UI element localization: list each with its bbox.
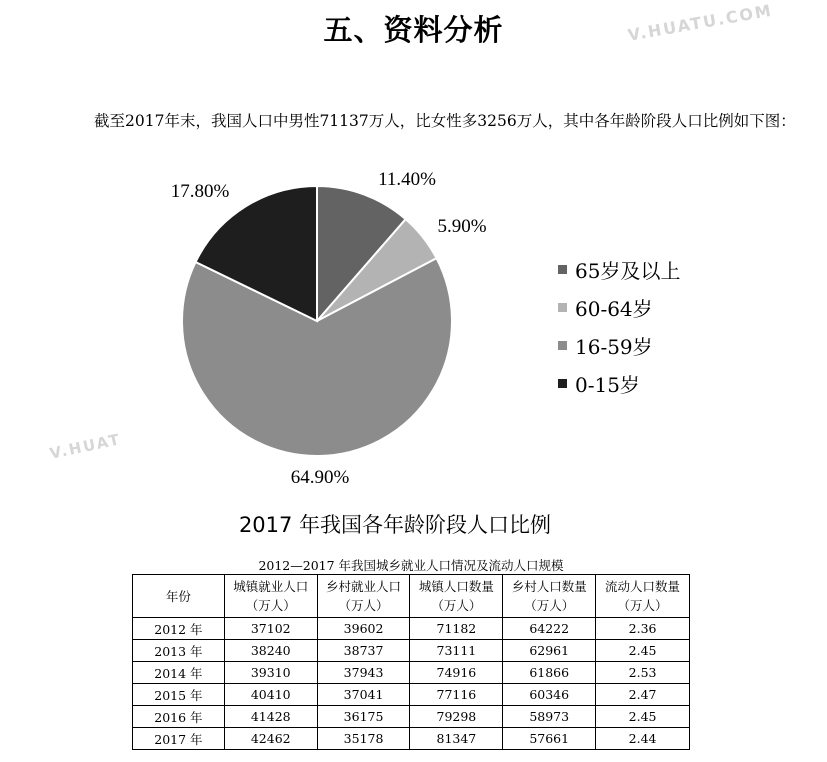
legend-swatch bbox=[558, 379, 567, 388]
table-cell: 39602 bbox=[317, 618, 410, 640]
table-cell: 36175 bbox=[317, 706, 410, 728]
header-urban-employment: 城镇就业人口（万人） bbox=[224, 575, 317, 618]
table-cell: 61866 bbox=[503, 662, 596, 684]
table-caption: 2012—2017 年我国城乡就业人口情况及流动人口规模 bbox=[258, 558, 564, 573]
table-cell: 38240 bbox=[224, 640, 317, 662]
table-cell: 37041 bbox=[317, 684, 410, 706]
table-cell: 74916 bbox=[410, 662, 503, 684]
pie-slice-label: 5.90% bbox=[437, 216, 487, 237]
legend-swatch bbox=[558, 303, 567, 312]
pie-chart bbox=[0, 160, 827, 500]
table-cell: 38737 bbox=[317, 640, 410, 662]
table-cell: 57661 bbox=[503, 728, 596, 750]
table-cell: 2.53 bbox=[596, 662, 690, 684]
header-floating-population: 流动人口数量（万人） bbox=[596, 575, 690, 618]
table-cell: 73111 bbox=[410, 640, 503, 662]
table-cell: 2.45 bbox=[596, 706, 690, 728]
table-cell: 2017 年 bbox=[133, 728, 225, 750]
table-cell: 35178 bbox=[317, 728, 410, 750]
table-cell: 41428 bbox=[224, 706, 317, 728]
table-cell: 77116 bbox=[410, 684, 503, 706]
table-cell: 2.47 bbox=[596, 684, 690, 706]
table-cell: 81347 bbox=[410, 728, 503, 750]
legend-item bbox=[558, 364, 680, 402]
watermark: V.HUATU.COM bbox=[626, 0, 775, 45]
data-table bbox=[132, 574, 690, 750]
pie-slice-label: 64.90% bbox=[290, 467, 350, 488]
table-cell: 40410 bbox=[224, 684, 317, 706]
legend-label: 0-15岁 bbox=[575, 372, 640, 397]
table-header-row bbox=[133, 575, 690, 618]
table-row bbox=[133, 728, 690, 750]
header-rural-population: 乡村人口数量（万人） bbox=[503, 575, 596, 618]
legend-label: 65岁及以上 bbox=[575, 258, 681, 283]
chart-title: 2017 年我国各年龄阶段人口比例 bbox=[238, 513, 552, 537]
intro-paragraph: 截至2017年末，我国人口中男性71137万人，比女性多3256万人，其中各年龄阶段人口比例如下图： bbox=[94, 112, 796, 130]
table-cell: 2013 年 bbox=[133, 640, 225, 662]
table-row bbox=[133, 618, 690, 640]
table-row bbox=[133, 662, 690, 684]
table-cell: 2016 年 bbox=[133, 706, 225, 728]
legend-label: 60-64岁 bbox=[575, 296, 653, 321]
table-cell: 60346 bbox=[503, 684, 596, 706]
legend-swatch bbox=[558, 265, 567, 274]
table-cell: 58973 bbox=[503, 706, 596, 728]
header-urban-population: 城镇人口数量（万人） bbox=[410, 575, 503, 618]
table-cell: 64222 bbox=[503, 618, 596, 640]
chart-legend bbox=[558, 250, 680, 402]
table-cell: 2012 年 bbox=[133, 618, 225, 640]
header-year: 年份 bbox=[133, 575, 225, 618]
section-heading: 五、资料分析 bbox=[323, 13, 504, 47]
legend-item bbox=[558, 326, 680, 364]
pie-slice-label: 11.40% bbox=[378, 169, 436, 190]
watermark: V.HUAT bbox=[48, 430, 123, 463]
table-cell: 2.45 bbox=[596, 640, 690, 662]
table-row bbox=[133, 684, 690, 706]
header-rural-employment: 乡村就业人口（万人） bbox=[317, 575, 410, 618]
legend-item bbox=[558, 288, 680, 326]
table-cell: 2015 年 bbox=[133, 684, 225, 706]
legend-swatch bbox=[558, 341, 567, 350]
table-cell: 2014 年 bbox=[133, 662, 225, 684]
table-cell: 42462 bbox=[224, 728, 317, 750]
table-cell: 2.36 bbox=[596, 618, 690, 640]
table-cell: 2.44 bbox=[596, 728, 690, 750]
legend-label: 16-59岁 bbox=[575, 334, 653, 359]
table-row bbox=[133, 640, 690, 662]
table-cell: 71182 bbox=[410, 618, 503, 640]
table-cell: 37102 bbox=[224, 618, 317, 640]
table-cell: 37943 bbox=[317, 662, 410, 684]
table-cell: 39310 bbox=[224, 662, 317, 684]
legend-item bbox=[558, 250, 680, 288]
table-cell: 62961 bbox=[503, 640, 596, 662]
table-row bbox=[133, 706, 690, 728]
pie-slice-label: 17.80% bbox=[170, 181, 230, 202]
table-cell: 79298 bbox=[410, 706, 503, 728]
